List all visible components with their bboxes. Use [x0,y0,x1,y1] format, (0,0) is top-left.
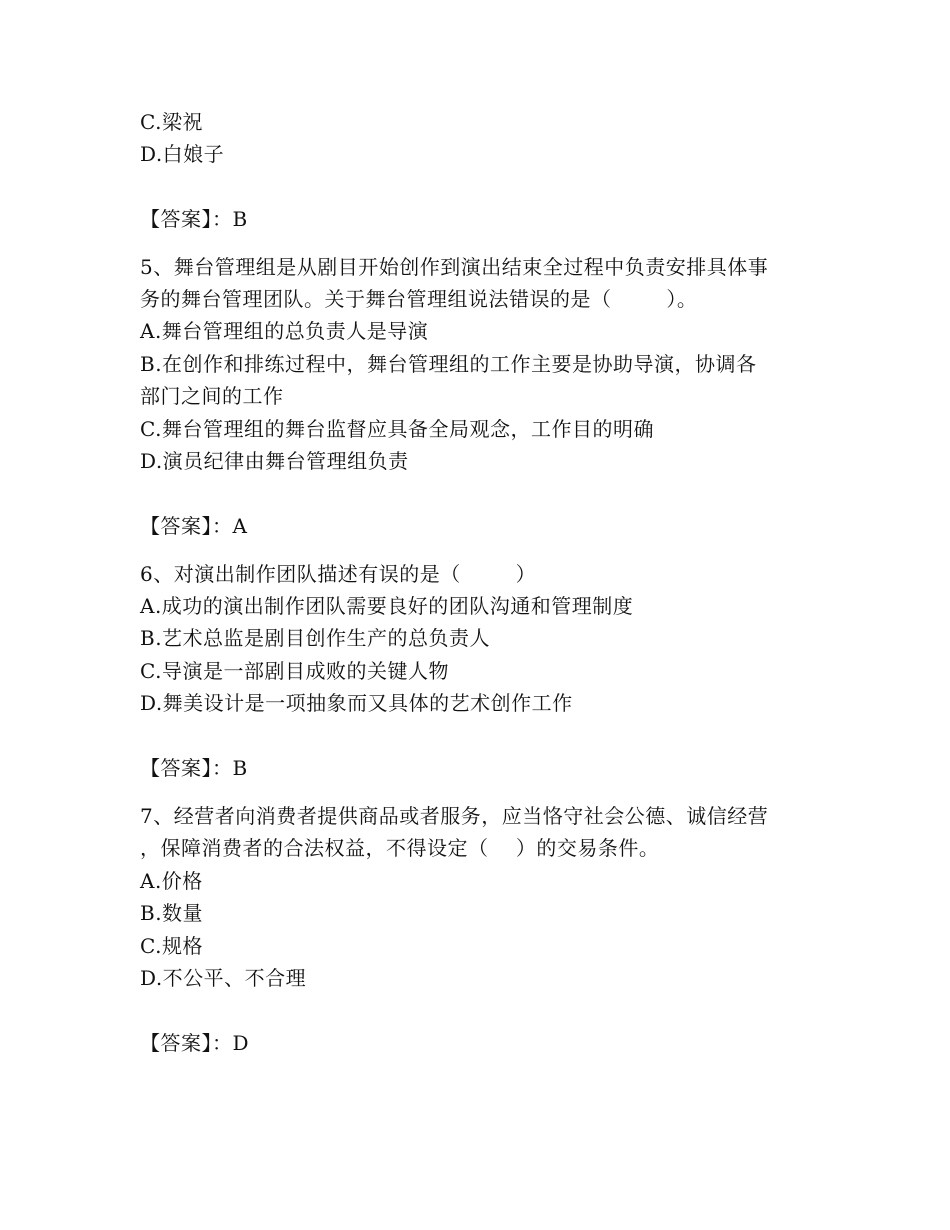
q7-option-c: C.规格 [140,934,203,958]
q6-answer: 【答案】：B [140,756,248,780]
q7-option-d: D.不公平、不合理 [140,966,307,990]
q5-stem-line2: 务的舞台管理团队。关于舞台管理组说法错误的是（ ）。 [140,287,698,311]
q7-option-b: B.数量 [140,901,204,925]
q4-answer: 【答案】：B [140,207,248,231]
q5-option-d: D.演员纪律由舞台管理组负责 [140,449,409,473]
q5-stem-line1: 5、舞台管理组是从剧目开始创作到演出结束全过程中负责安排具体事 [140,255,769,279]
q5-option-b-line2: 部门之间的工作 [140,384,284,408]
q6-option-a: A.成功的演出制作团队需要良好的团队沟通和管理制度 [140,594,634,618]
q5-answer: 【答案】：A [140,514,248,538]
q5-option-b-line1: B.在创作和排练过程中，舞台管理组的工作主要是协助导演，协调各 [140,352,757,376]
q7-stem-line1: 7、经营者向消费者提供商品或者服务，应当恪守社会公德、诚信经营 [140,804,769,828]
q7-answer: 【答案】：D [140,1031,250,1055]
q6-option-c: C.导演是一部剧目成败的关键人物 [140,659,449,683]
q4-option-c: C.梁祝 [140,110,203,134]
q5-option-c: C.舞台管理组的舞台监督应具备全局观念，工作目的明确 [140,417,654,441]
q7-stem-line2: ，保障消费者的合法权益，不得设定（ ）的交易条件。 [140,836,660,860]
q6-stem: 6、对演出制作团队描述有误的是（ ） [140,562,537,586]
q6-option-d: D.舞美设计是一项抽象而又具体的艺术创作工作 [140,691,573,715]
q4-option-d: D.白娘子 [140,142,225,166]
q5-option-a: A.舞台管理组的总负责人是导演 [140,319,429,343]
q6-option-b: B.艺术总监是剧目创作生产的总负责人 [140,626,491,650]
q7-option-a: A.价格 [140,869,203,893]
